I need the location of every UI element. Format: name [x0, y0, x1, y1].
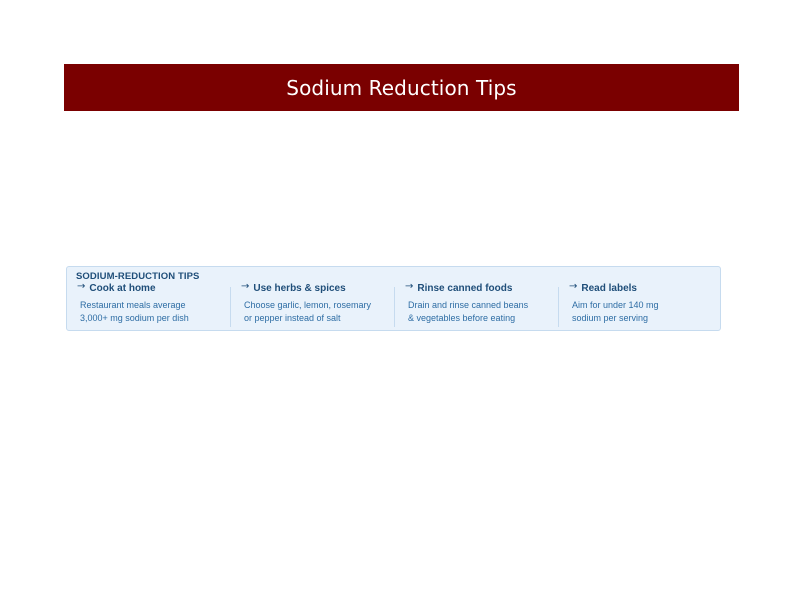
tip-description [408, 299, 528, 325]
tip-use-herbs-spices [241, 283, 371, 327]
tip-description-line: sodium per serving [572, 313, 649, 323]
tip-divider [230, 287, 231, 327]
right-arrow-icon: → [405, 281, 414, 292]
tip-description [572, 299, 659, 325]
tip-description-line: & vegetables before eating [408, 313, 516, 323]
tip-rinse-canned-foods [405, 283, 528, 327]
tip-description-line: Restaurant meals average [80, 300, 186, 310]
tip-title: Read labels [581, 283, 637, 294]
page-title: Sodium Reduction Tips [286, 75, 517, 100]
tip-description [244, 299, 371, 325]
tip-description-line: Choose garlic, lemon, rosemary [244, 300, 372, 310]
tip-description-line: or pepper instead of salt [244, 313, 341, 323]
tip-description-line: 3,000+ mg sodium per dish [80, 313, 189, 323]
tip-description [80, 299, 189, 325]
tips-panel-heading: SODIUM-REDUCTION TIPS [76, 271, 200, 282]
tip-title: Cook at home [89, 283, 156, 294]
tip-title: Rinse canned foods [417, 283, 513, 294]
tip-description-line: Aim for under 140 mg [572, 300, 659, 310]
tip-title: Use herbs & spices [253, 283, 346, 294]
tip-description-line: Drain and rinse canned beans [408, 300, 529, 310]
tip-cook-at-home [77, 283, 189, 327]
tip-read-labels [569, 283, 659, 327]
title-banner [64, 64, 739, 111]
tip-divider [394, 287, 395, 327]
right-arrow-icon: → [77, 281, 86, 292]
right-arrow-icon: → [241, 281, 250, 292]
tip-divider [558, 287, 559, 327]
right-arrow-icon: → [569, 281, 578, 292]
sodium-tips-panel [66, 266, 721, 331]
